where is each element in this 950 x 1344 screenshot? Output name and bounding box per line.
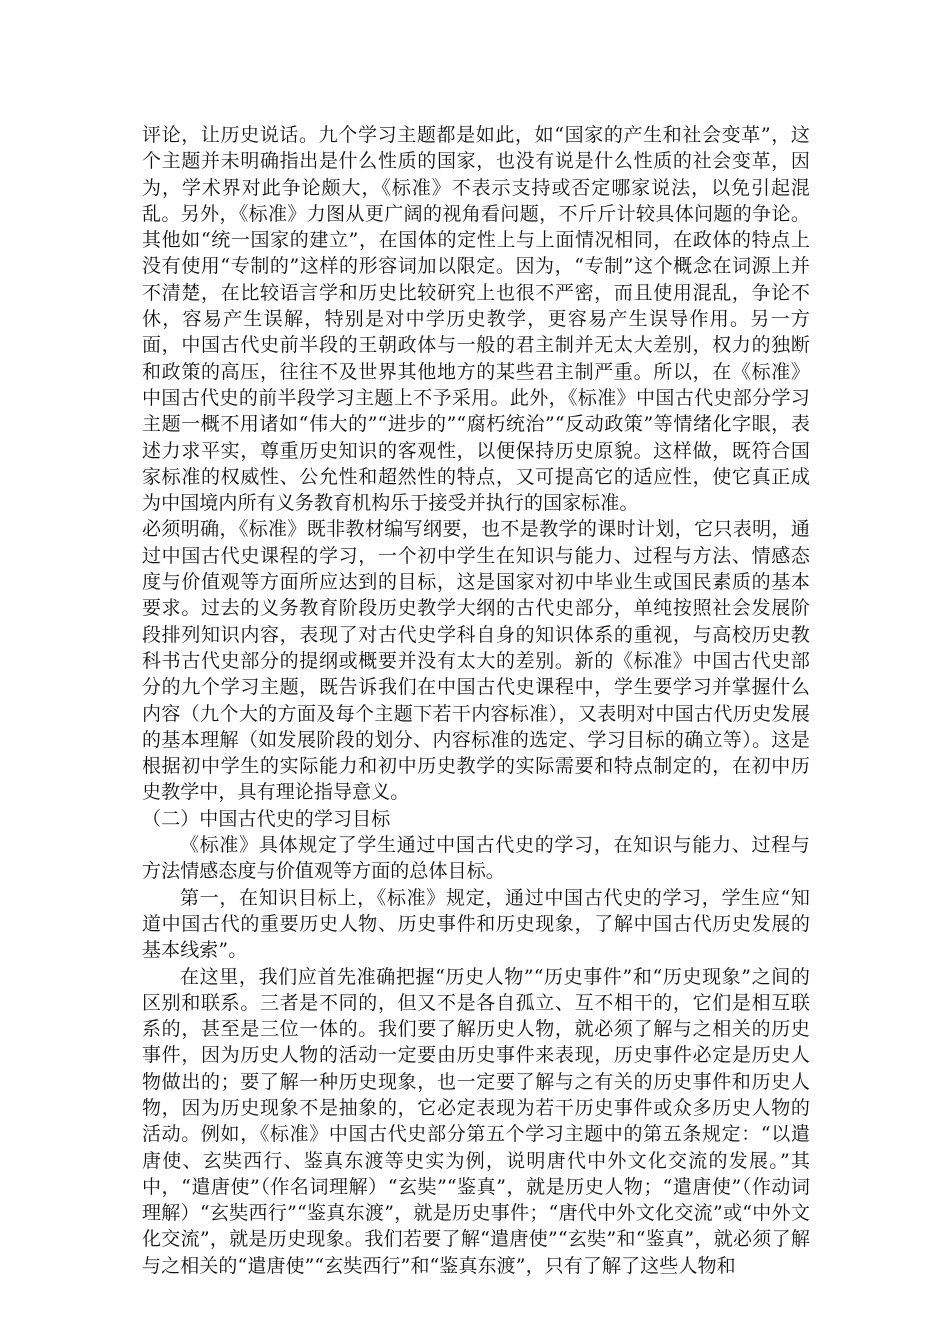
document-page bbox=[142, 122, 810, 1279]
body-paragraph: 第一，在知识目标上，《标准》规定，通过中国古代史的学习，学生应“知道中国古代的重要历史人物、历史事件和历史现象，了解中国古代历史发展的基本线索”。 bbox=[142, 886, 810, 962]
section-heading: （二）中国古代史的学习目标 bbox=[142, 807, 391, 830]
body-paragraph: 《标准》具体规定了学生通过中国古代史的学习，在知识与能力、过程与方法情感态度与价值观等方面的总体目标。 bbox=[142, 834, 810, 883]
body-paragraph: 评论，让历史说话。九个学习主题都是如此，如“国家的产生和社会变革”，这个主题并未明确指出是什么性质的国家，也没有说是什么性质的社会变革，因为，学术界对此争论颇大，《标准》不表示支持或否定哪家说法，以免引起混乱。另外，《标准》力图从更广阔的视角看问题，不斤斤计较具体问题的争论。其他如“统一国家的建立”，在国体的定性上与上面情况相同，在政体的特点上没有使用“专制的”这样的形容词加以限定。因为，“专制”这个概念在词源上并不清楚，在比较语言学和历史比较研究上也很不严密，而且使用混乱，争论不休，容易产生误解，特别是对中学历史教学，更容易产生误导作用。另一方面，中国古代史前半段的王朝政体与一般的君主制并无太大差别，权力的独断和政策的高压，往往不及世界其他地方的某些君主制严重。所以，在《标准》中国古代史的前半段学习主题上不予采用。此外，《标准》中国古代史部分学习主题一概不用诸如“伟大的”“进步的”“腐朽统治”“反动政策”等情绪化字眼，表述力求平实，尊重历史知识的客观性，以便保持历史原貌。这样做，既符合国家标准的权威性、公允性和超然性的特点，又可提高它的适应性，使它真正成为中国境内所有义务教育机构乐于接受并执行的国家标准。 bbox=[142, 124, 810, 515]
body-paragraph: 在这里，我们应首先准确把握“历史人物”“历史事件”和“历史现象”之间的区别和联系。三者是不同的，但又不是各自孤立、互不相干的，它们是相互联系的，甚至是三位一体的。我们要了解历史人物，就必须了解与之相关的历史事件，因为历史人物的活动一定要由历史事件来表现，历史事件必定是历史人物做出的；要了解一种历史现象，也一定要了解与之有关的历史事件和历史人物，因为历史现象不是抽象的，它必定表现为若干历史事件或众多历史人物的活动。例如，《标准》中国古代史部分第五个学习主题中的第五条规定：“以遣唐使、玄奘西行、鉴真东渡等史实为例，说明唐代中外文化交流的发展。”其中，“遣唐使”（作名词理解）“玄奘”“鉴真”，就是历史人物；“遣唐使”（作动词理解）“玄奘西行”“鉴真东渡”，就是历史事件；“唐代中外文化交流”或“中外文化交流”，就是历史现象。我们若要了解“遣唐使”“玄奘”和“鉴真”，就必须了解与之相关的“遣唐使”“玄奘西行”和“鉴真东渡”，只有了解了这些人物和 bbox=[142, 965, 810, 1277]
body-paragraph: 必须明确，《标准》既非教材编写纲要，也不是教学的课时计划，它只表明，通过中国古代史课程的学习，一个初中学生在知识与能力、过程与方法、情感态度与价值观等方面所应达到的目标，这是国家对初中毕业生或国民素质的基本要求。过去的义务教育阶段历史教学大纲的古代史部分，单纯按照社会发展阶段排列知识内容，表现了对古代史学科自身的知识体系的重视，与高校历史教科书古代史部分的提纲或概要并没有太大的差别。新的《标准》中国古代史部分的九个学习主题，既告诉我们在中国古代史课程中，学生要学习并掌握什么内容（九个大的方面及每个主题下若干内容标准），又表明对中国古代历史发展的基本理解（如发展阶段的划分、内容标准的选定、学习目标的确立等）。这是根据初中学生的实际能力和初中历史教学的实际需要和特点制定的，在初中历史教学中，具有理论指导意义。 bbox=[142, 518, 810, 804]
